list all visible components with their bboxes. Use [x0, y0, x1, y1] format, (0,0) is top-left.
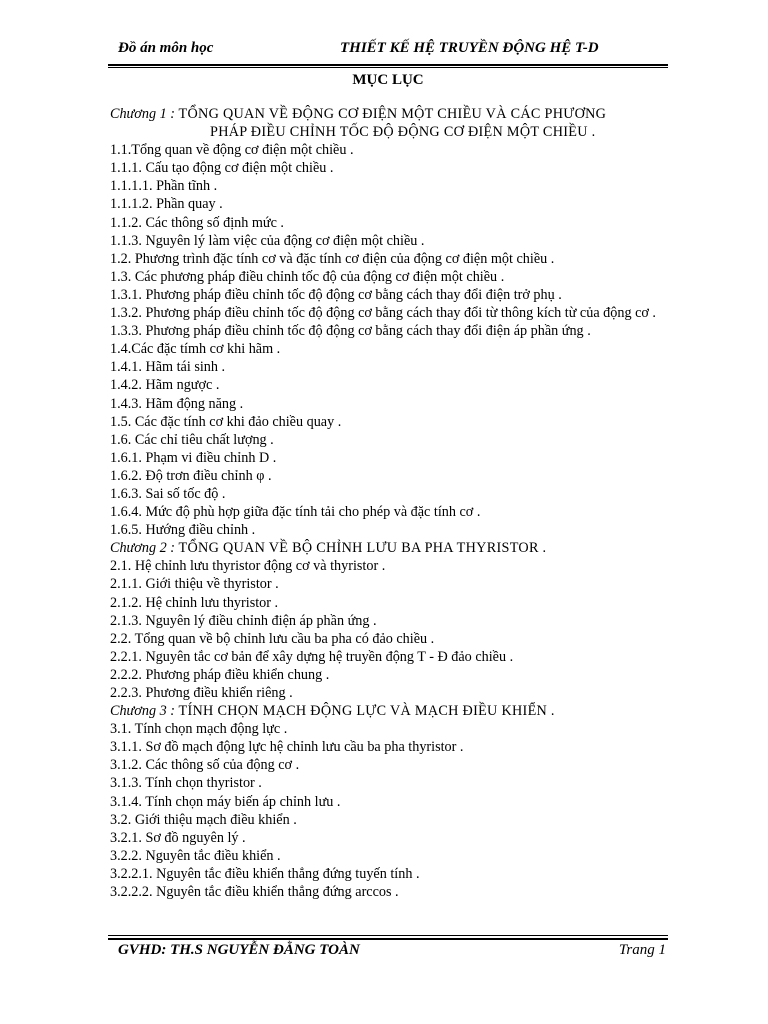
toc-item: 1.4.2. Hãm ngược .: [110, 377, 220, 394]
footer-rule: [108, 938, 668, 940]
toc-item: 3.1.4. Tính chọn máy biến áp chỉnh lưu .: [110, 793, 341, 810]
toc-item: 3.2.2.1. Nguyên tắc điều khiển thẳng đứng tuyến tính .: [110, 865, 420, 882]
toc-item: 2.2.2. Phương pháp điều khiển chung .: [110, 666, 330, 683]
toc-item: 1.6.1. Phạm vi điều chỉnh D .: [110, 449, 277, 466]
toc-item: 3.2. Giới thiệu mạch điều khiển .: [110, 811, 297, 828]
toc-item: 1.5. Các đặc tính cơ khi đảo chiều quay .: [110, 413, 342, 430]
toc-item: 3.2.1. Sơ đồ nguyên lý .: [110, 829, 246, 846]
toc-item: 1.6.4. Mức độ phù hợp giữa đặc tính tải cho phép và đặc tính cơ .: [110, 504, 481, 521]
header-course: Đồ án môn học: [118, 40, 214, 56]
toc-item: 1.6.5. Hướng điều chỉnh .: [110, 522, 256, 539]
toc-item: 3.1.2. Các thông số của động cơ .: [110, 757, 300, 774]
chapter-3-heading: [110, 702, 690, 720]
toc-item: 3.1. Tính chọn mạch động lực .: [110, 721, 288, 738]
chapter-1-label: Chương 1 :: [110, 106, 175, 122]
toc-item: 1.6. Các chỉ tiêu chất lượng .: [110, 431, 274, 448]
chapter-1-title: TỔNG QUAN VỀ ĐỘNG CƠ ĐIỆN MỘT CHIỀU VÀ CÁC PHƯƠNG: [178, 106, 607, 122]
chapter-2-title: TỔNG QUAN VỀ BỘ CHỈNH LƯU BA PHA THYRISTOR .: [178, 540, 547, 557]
toc-item: 1.3.1. Phương pháp điều chỉnh tốc độ động cơ bằng cách thay đổi điện trở phụ .: [110, 286, 562, 303]
toc-item: 1.1.1. Cấu tạo động cơ điện một chiều .: [110, 160, 334, 177]
toc-item: 1.1.1.2. Phần quay .: [110, 196, 223, 213]
toc-item: 2.2.3. Phương điều khiển riêng .: [110, 685, 293, 701]
chapter-2-heading: [110, 539, 690, 557]
toc-item: 2.1.1. Giới thiệu về thyristor .: [110, 576, 279, 593]
toc-item: 2.1.2. Hệ chỉnh lưu thyristor .: [110, 594, 279, 611]
toc-item: 2.2. Tổng quan về bộ chỉnh lưu cầu ba pha có đảo chiều .: [110, 630, 435, 647]
toc-item: 1.3.2. Phương pháp điều chỉnh tốc độ động cơ bằng cách thay đổi từ thông kích từ của động cơ .: [110, 305, 656, 322]
header-rule-thin: [108, 67, 668, 68]
footer-advisor: GVHD: TH.S NGUYỄN ĐẰNG TOÀN: [118, 942, 360, 958]
toc-item: 1.1.Tổng quan về động cơ điện một chiều .: [110, 142, 354, 159]
toc-item: 2.2.1. Nguyên tắc cơ bản để xây dựng hệ truyền động T - Đ đảo chiều .: [110, 648, 514, 665]
toc-item: 1.1.1.1. Phần tĩnh .: [110, 178, 218, 195]
toc-item: 3.1.1. Sơ đồ mạch động lực hệ chỉnh lưu cầu ba pha thyristor .: [110, 739, 464, 756]
table-of-contents: [110, 105, 690, 901]
chapter-3-title: TÍNH CHỌN MẠCH ĐỘNG LỰC VÀ MẠCH ĐIỀU KHIỂN .: [178, 703, 555, 720]
chapter-2-label: Chương 2 :: [110, 540, 175, 557]
toc-item: 3.2.2. Nguyên tắc điều khiển .: [110, 847, 281, 864]
toc-item: 1.6.2. Độ trơn điều chỉnh φ .: [110, 467, 272, 484]
toc-item: 1.4.1. Hãm tái sinh .: [110, 359, 226, 376]
chapter-1-title-cont: PHÁP ĐIỀU CHỈNH TỐC ĐỘ ĐỘNG CƠ ĐIỆN MỘT CHIỀU .: [210, 124, 596, 141]
header-rule: [108, 64, 668, 66]
header-project-title: THIẾT KẾ HỆ TRUYỀN ĐỘNG HỆ T-D: [340, 40, 599, 56]
toc-item: 3.1.3. Tính chọn thyristor .: [110, 775, 262, 792]
toc-item: 2.1. Hệ chỉnh lưu thyristor động cơ và thyristor .: [110, 558, 386, 575]
toc-item: 1.1.3. Nguyên lý làm việc của động cơ điện một chiều .: [110, 232, 425, 249]
toc-item: 1.1.2. Các thông số định mức .: [110, 214, 284, 231]
toc-item: 1.3.3. Phương pháp điều chỉnh tốc độ động cơ bằng cách thay đổi điện áp phần ứng .: [110, 323, 591, 340]
footer-page-number: Trang 1: [618, 942, 666, 958]
chapter-1-heading: [110, 105, 690, 123]
toc-item: 1.6.3. Sai số tốc độ .: [110, 485, 226, 502]
toc-item: 1.3. Các phương pháp điều chỉnh tốc độ của động cơ điện một chiều .: [110, 268, 505, 285]
page-title: MỤC LỤC: [352, 72, 424, 88]
toc-item: 3.2.2.2. Nguyên tắc điều khiển thẳng đứng arccos .: [110, 884, 399, 901]
chapter-3-label: Chương 3 :: [110, 703, 175, 720]
footer-rule-thin: [108, 935, 668, 936]
toc-item: 2.1.3. Nguyên lý điều chỉnh điện áp phần ứng .: [110, 612, 377, 629]
toc-item: 1.4.Các đặc tímh cơ khi hãm .: [110, 341, 281, 358]
toc-item: 1.4.3. Hãm động năng .: [110, 395, 244, 412]
toc-item: 1.2. Phương trình đặc tính cơ và đặc tính cơ điện của động cơ điện một chiều .: [110, 250, 555, 267]
